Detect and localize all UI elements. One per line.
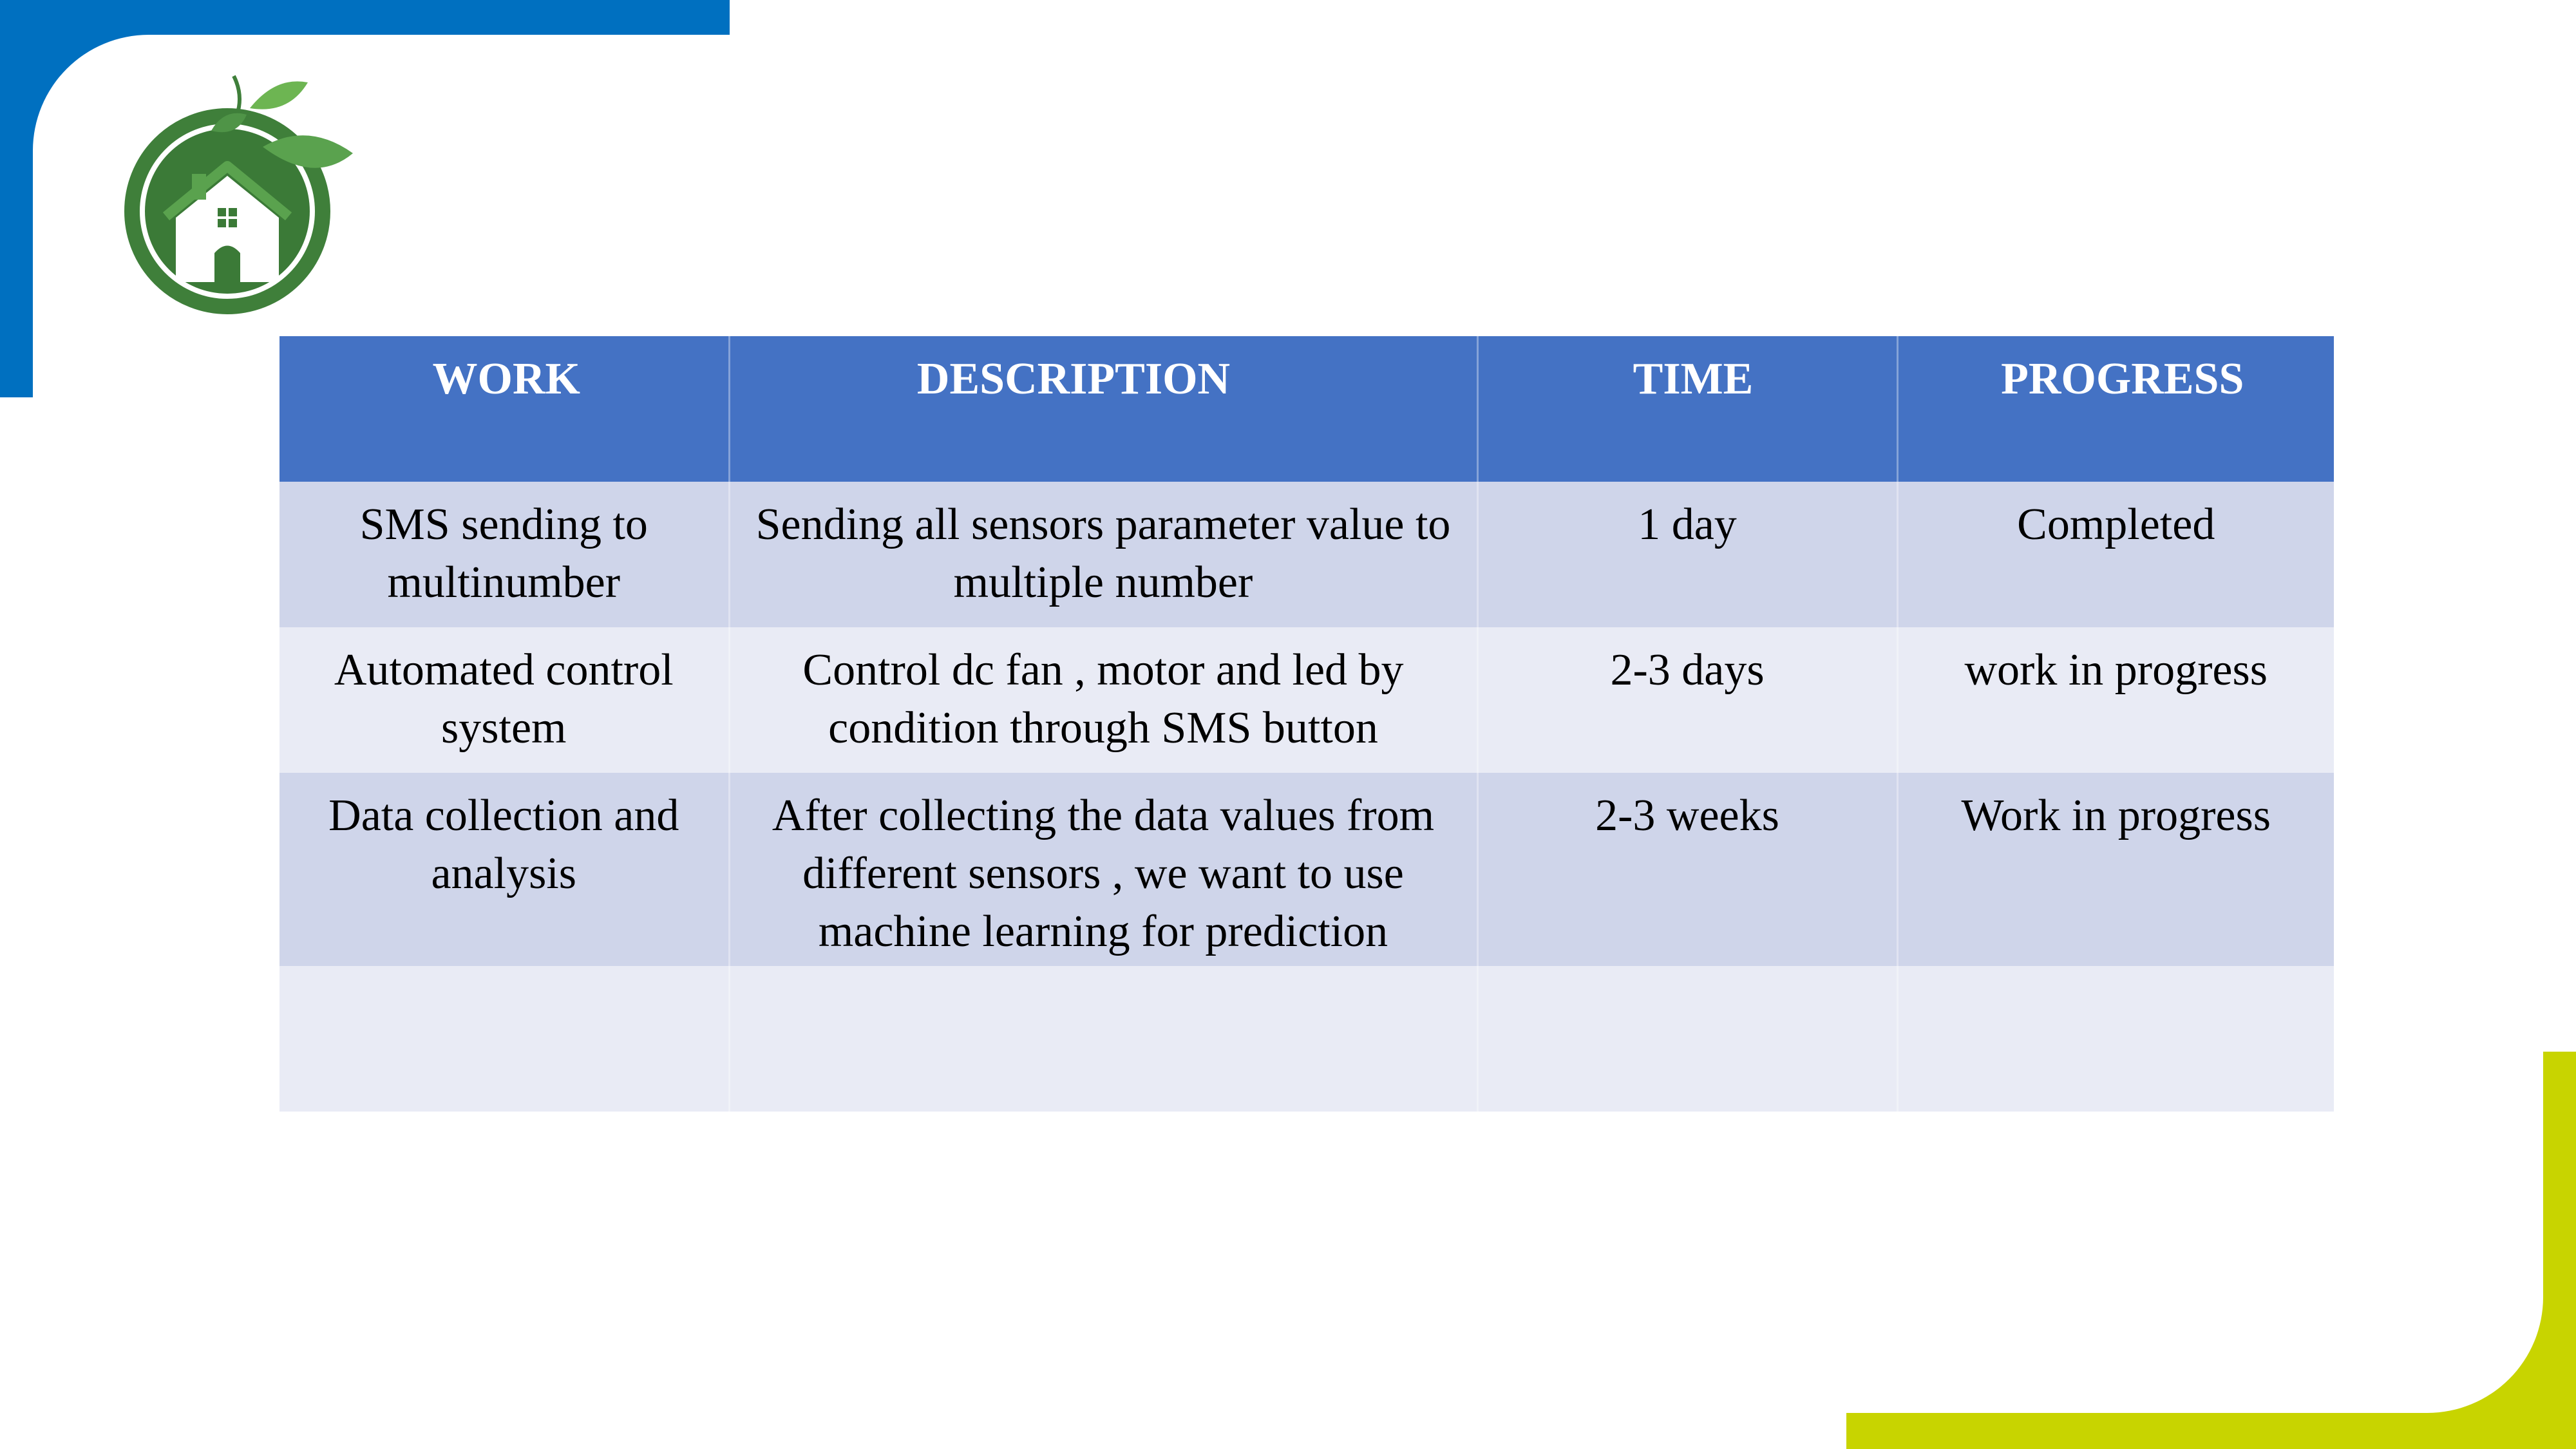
cell-progress: work in progress [1897,627,2334,773]
cell-time: 2-3 days [1477,627,1897,773]
table-header-row [279,336,2334,482]
cell-time: 2-3 weeks [1477,773,1897,966]
green-house-leaf-logo-icon [115,70,372,314]
table-row [279,482,2334,627]
cell-progress [1897,966,2334,1112]
cell-progress: Completed [1897,482,2334,627]
header-progress: PROGRESS [1897,336,2334,482]
table-row [279,773,2334,966]
header-time: TIME [1477,336,1897,482]
cell-work: SMS sending to multinumber [279,482,729,627]
cell-description: Sending all sensors parameter value to multiple number [729,482,1477,627]
cell-description [729,966,1477,1112]
cell-time [1477,966,1897,1112]
cell-time: 1 day [1477,482,1897,627]
header-work: WORK [279,336,729,482]
cell-work [279,966,729,1112]
cell-description: Control dc fan , motor and led by condition through SMS button [729,627,1477,773]
cell-progress: Work in progress [1897,773,2334,966]
cell-work: Data collection and analysis [279,773,729,966]
header-description: DESCRIPTION [729,336,1477,482]
cell-work: Automated control system [279,627,729,773]
table-row [279,627,2334,773]
table-row [279,966,2334,1112]
cell-description: After collecting the data values from different sensors , we want to use machine learning for prediction [729,773,1477,966]
progress-table [279,336,2334,1112]
